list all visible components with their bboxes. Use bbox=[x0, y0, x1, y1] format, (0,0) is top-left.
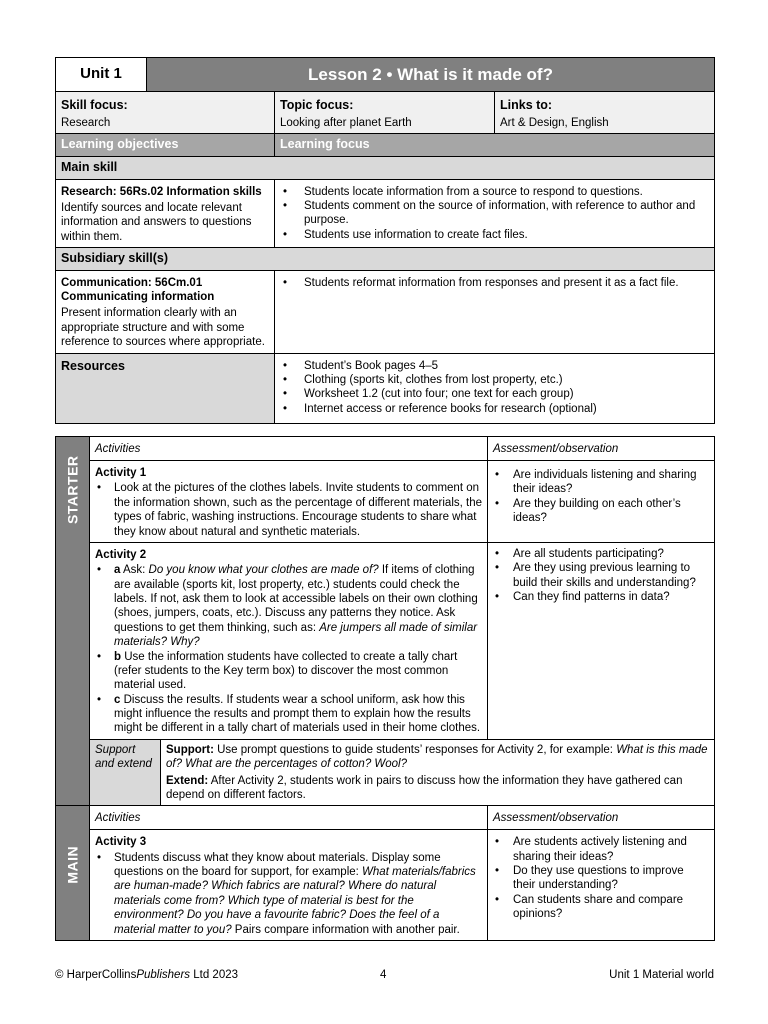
unit-label: Unit 1 bbox=[56, 58, 147, 92]
list-item: • Worksheet 1.2 (cut into four; one text for each group) bbox=[280, 387, 709, 401]
activity-3-list bbox=[95, 851, 482, 937]
list-item: • Are they building on each other’s ideas? bbox=[493, 497, 709, 526]
activity-1-title: Activity 1 bbox=[95, 467, 147, 479]
list-item: • c Discuss the results. If students wear a school uniform, ask how this might influence the results and prompt them to explain how the results might be different in a tally chart of materials used in their home clothes. bbox=[95, 693, 482, 736]
list-item: • Students locate information from a source to respond to questions. bbox=[280, 185, 709, 199]
links-cell bbox=[495, 92, 715, 134]
topic-focus-cell bbox=[275, 92, 495, 134]
main-skill-focus-list bbox=[280, 185, 709, 243]
activity-2-cell bbox=[90, 542, 488, 739]
learning-focus-heading: Learning focus bbox=[275, 134, 715, 157]
list-item: • Do they use questions to improve their understanding? bbox=[493, 864, 709, 893]
activity-2-assessment-cell bbox=[488, 542, 715, 739]
links-label: Links to: bbox=[500, 98, 553, 113]
list-item: • Students reformat information from responses and present it as a fact file. bbox=[280, 276, 709, 290]
list-item: • Can students share and compare opinions? bbox=[493, 893, 709, 922]
copyright: © HarperCollinsPublishers Ltd 2023 bbox=[55, 969, 239, 981]
activity-2-assessment-list bbox=[493, 547, 709, 605]
lesson-overview-table bbox=[55, 57, 715, 424]
main-skill-cell bbox=[56, 179, 275, 248]
activities-table bbox=[55, 436, 715, 941]
skill-focus-value: Research bbox=[61, 116, 111, 129]
list-item: • a Ask: Do you know what your clothes are made of? If items of clothing are available (sports kit, lost property, etc.) students could check the labels. If not, ask them to look at accessible labels on their own clothing (shoes, jumpers, coats, etc.). Discuss any patterns they notice. Ask questions to get them thinking, such as: Are jumpers all made of similar materials? Why? bbox=[95, 563, 482, 649]
activity-3-title: Activity 3 bbox=[95, 836, 147, 849]
activity-2-title: Activity 2 bbox=[95, 548, 147, 561]
list-item: • Can they find patterns in data? bbox=[493, 590, 709, 604]
main-assessment-header: Assessment/observation bbox=[488, 806, 715, 830]
activity-1-cell bbox=[90, 461, 488, 543]
subsidiary-skill-focus-cell bbox=[275, 270, 715, 353]
resources-heading: Resources bbox=[56, 353, 275, 423]
list-item: • Are they using previous learning to build their skills and understanding? bbox=[493, 561, 709, 590]
activity-3-assessment-cell bbox=[488, 830, 715, 941]
starter-activities-header: Activities bbox=[90, 437, 488, 461]
activity-1-assessment-list bbox=[493, 468, 709, 526]
list-item: • Clothing (sports kit, clothes from lost property, etc.) bbox=[280, 373, 709, 387]
subsidiary-skill-cell bbox=[56, 270, 275, 353]
main-skill-description: Identify sources and locate relevant information and answers to questions within them. bbox=[61, 201, 252, 243]
resources-list bbox=[280, 359, 709, 417]
main-label-text: MAIN bbox=[63, 846, 80, 884]
links-value: Art & Design, English bbox=[500, 116, 609, 129]
list-item: • Students discuss what they know about materials. Display some questions on the board for support, for example: What materials/fabrics are human-made? Which fabrics are natural? Where do natural materials come from? Which type of material is best for the environment? Do you have a favourite fabric? Does the feel of a material matter to you? Pairs compare information with another pair. bbox=[95, 851, 482, 937]
main-activities-header: Activities bbox=[90, 806, 488, 830]
main-skill-heading: Main skill bbox=[56, 156, 715, 179]
lesson-title: Lesson 2 • What is it made of? bbox=[147, 58, 715, 92]
starter-label-text: STARTER bbox=[63, 455, 80, 525]
page-number: 4 bbox=[380, 969, 387, 981]
list-item: • Look at the pictures of the clothes labels. Invite students to comment on the information shown, such as the percentage of different materials, the types of fabric, washing instructions. Encourage students to share what they know about natural and synthetic materials. bbox=[95, 481, 482, 539]
list-item: • Students use information to create fact files. bbox=[280, 228, 709, 242]
starter-section-label bbox=[56, 437, 90, 806]
list-item: • Are individuals listening and sharing their ideas? bbox=[493, 468, 709, 497]
skill-focus-label: Skill focus: bbox=[61, 98, 128, 113]
list-item: • Are students actively listening and sharing their ideas? bbox=[493, 835, 709, 864]
topic-focus-label: Topic focus: bbox=[280, 98, 354, 113]
main-skill-title: Research: 56Rs.02 Information skills bbox=[61, 185, 262, 198]
support-extend-label: Support and extend bbox=[90, 739, 161, 806]
unit-title: Unit 1 Material world bbox=[609, 969, 714, 981]
topic-focus-value: Looking after planet Earth bbox=[280, 116, 412, 129]
extend-text: Extend: After Activity 2, students work in pairs to discuss how the information they have gathered can depend on different factors. bbox=[166, 774, 683, 801]
activity-1-list bbox=[95, 481, 482, 539]
activity-3-cell bbox=[90, 830, 488, 941]
subsidiary-skill-focus-list bbox=[280, 276, 709, 290]
activity-1-assessment-cell bbox=[488, 461, 715, 543]
subsidiary-skill-title: Communication: 56Cm.01 Communicating information bbox=[61, 276, 215, 303]
list-item: • Students comment on the source of information, with reference to author and purpose. bbox=[280, 199, 709, 228]
main-section-label bbox=[56, 806, 90, 941]
skill-focus-cell bbox=[56, 92, 275, 134]
main-skill-focus-cell bbox=[275, 179, 715, 248]
list-item: • b Use the information students have collected to create a tally chart (refer students to the Key term box) to discover the most common material used. bbox=[95, 650, 482, 693]
list-item: • Are all students participating? bbox=[493, 547, 709, 561]
list-item: • Internet access or reference books for research (optional) bbox=[280, 402, 709, 416]
subsidiary-skill-heading: Subsidiary skill(s) bbox=[56, 248, 715, 271]
support-text: Support: Use prompt questions to guide students’ responses for Activity 2, for example: What is this made of? What are the percentages of cotton? Wool? bbox=[166, 743, 708, 771]
learning-objectives-heading: Learning objectives bbox=[56, 134, 275, 157]
activity-3-assessment-list bbox=[493, 835, 709, 921]
list-item: • Student’s Book pages 4–5 bbox=[280, 359, 709, 373]
support-extend-cell bbox=[161, 739, 715, 806]
resources-cell bbox=[275, 353, 715, 423]
starter-assessment-header: Assessment/observation bbox=[488, 437, 715, 461]
subsidiary-skill-description: Present information clearly with an appropriate structure and with some reference to sources where appropriate. bbox=[61, 307, 265, 349]
activity-2-list bbox=[95, 563, 482, 736]
